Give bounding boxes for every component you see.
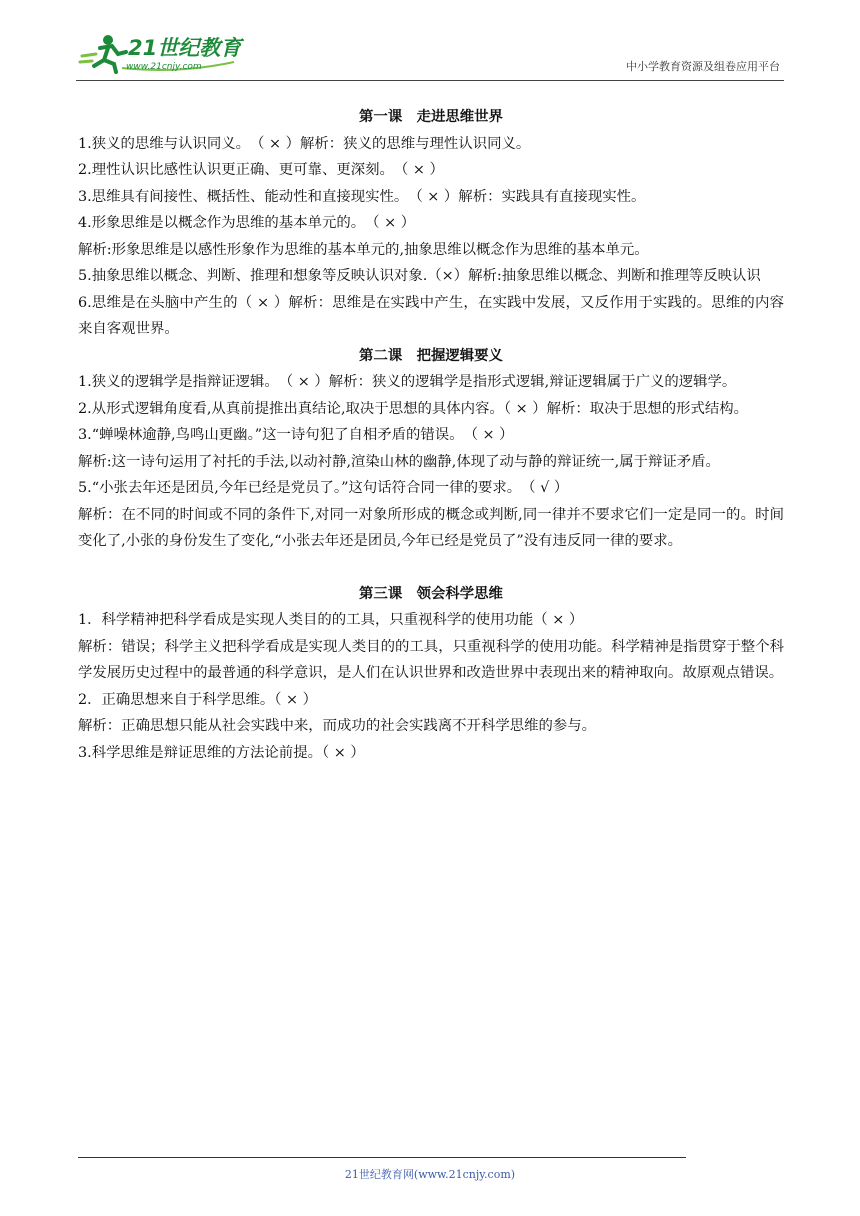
question-line: 1．科学精神把科学看成是实现人类目的的工具，只重视科学的使用功能（ × ） xyxy=(78,612,584,628)
lesson-2 xyxy=(78,343,784,555)
question-line: 3.“蝉噪林逾静,鸟鸣山更幽。”这一诗句犯了自相矛盾的错误。 （ × ） xyxy=(78,427,514,443)
question-line: 2.理性认识比感性认识更正确、更可靠、更深刻。 （ × ） xyxy=(78,162,444,178)
page-header xyxy=(76,28,784,81)
logo-title: 21世纪教育 xyxy=(128,36,242,60)
question-line: 5.抽象思维以概念、判断、推理和想象等反映认识对象.（×）解析:抽象思维以概念、判断和推理等反映认识 xyxy=(78,268,761,284)
analysis-line: 解析:形象思维是以感性形象作为思维的基本单元的,抽象思维以概念作为思维的基本单元。 xyxy=(78,241,649,258)
question-line: 5.“小张去年还是团员,今年已经是党员了。”这句话符合同一律的要求。 （ √ ） xyxy=(78,480,569,496)
analysis-line: 解析:这一诗句运用了衬托的手法,以动衬静,渲染山林的幽静,体现了动与静的辩证统一,属于辩证矛盾。 xyxy=(78,453,720,470)
question-line: 6.思维是在头脑中产生的（ × ）解析：思维是在实践中产生，在实践中发展，又反作用于实践的。思维的内容来自客观世界。 xyxy=(78,294,784,337)
lesson-3 xyxy=(78,581,784,767)
footer-divider xyxy=(78,1157,686,1158)
question-line: 4.形象思维是以概念作为思维的基本单元的。 （ × ） xyxy=(78,215,416,231)
logo-url: www.21cnjy.com xyxy=(126,62,202,72)
platform-name: 中小学教育资源及组卷应用平台 xyxy=(626,60,780,73)
lesson-1 xyxy=(78,104,784,343)
document-body xyxy=(78,104,784,766)
question-line: 3.思维具有间接性、概括性、能动性和直接现实性。 （ × ）解析：实践具有直接现实性。 xyxy=(78,188,646,205)
question-line: 3.科学思维是辩证思维的方法论前提。（ × ） xyxy=(78,744,365,761)
page-footer[interactable]: 21世纪教育网(www.21cnjy.com) xyxy=(344,1168,516,1181)
lesson-title: 第二课 把握逻辑要义 xyxy=(359,347,503,364)
question-line: 1.狭义的思维与认识同义。 （ × ）解析：狭义的思维与理性认识同义。 xyxy=(78,135,531,152)
analysis-line: 解析：正确思想只能从社会实践中来，而成功的社会实践离不开科学思维的参与。 xyxy=(78,718,597,734)
question-line: 2．正确思想来自于科学思维。（ × ） xyxy=(78,691,318,708)
question-line: 1.狭义的逻辑学是指辩证逻辑。 （ × ）解析：狭义的逻辑学是指形式逻辑,辩证逻辑属于广义的逻辑学。 xyxy=(78,374,737,390)
lesson-title: 第三课 领会科学思维 xyxy=(359,585,503,602)
analysis-line: 解析：在不同的时间或不同的条件下,对同一对象所形成的概念或判断,同一律并不要求它们一定是同一的。时间变化了,小张的身份发生了变化,“小张去年还是团员,今年已经是党员了”没有违反同一律的要求。 xyxy=(78,506,784,549)
analysis-line: 解析：错误；科学主义把科学看成是实现人类目的的工具，只重视科学的使用功能。科学精神是指贯穿于整个科学发展历史过程中的最普通的科学意识，是人们在认识世界和改造世界中表现出来的精神取向。故原观点错误。 xyxy=(78,638,784,681)
question-line: 2.从形式逻辑角度看,从真前提推出真结论,取决于思想的具体内容。（ × ）解析：取决于思想的形式结构。 xyxy=(78,400,749,417)
lesson-title: 第一课 走进思维世界 xyxy=(359,109,503,125)
site-logo[interactable] xyxy=(78,32,242,76)
